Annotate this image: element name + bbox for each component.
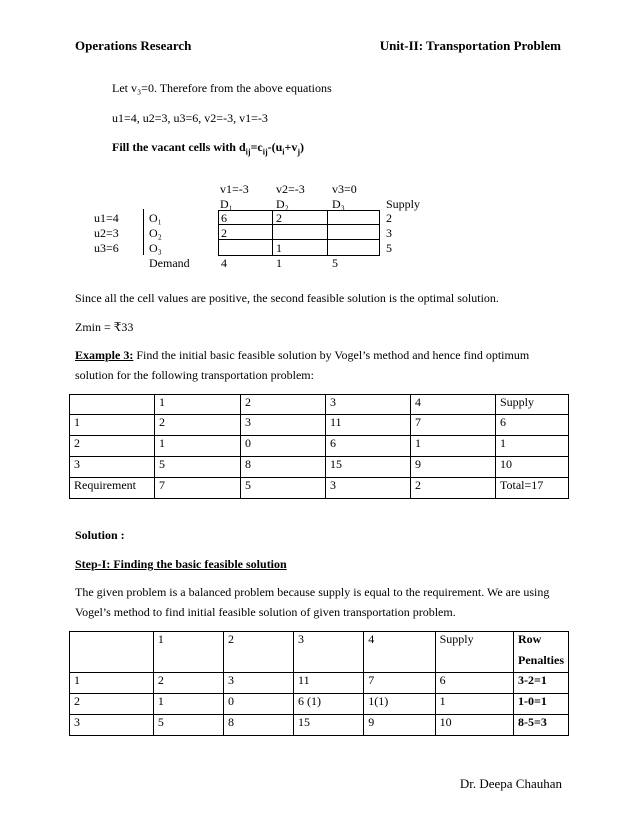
table-row [70,673,569,694]
table-cell: Supply [435,632,513,673]
example-text: Example 3: Find the initial basic feasible solution by Vogel’s method and hence find optimum [75,348,530,362]
table-cell: 15 [326,457,411,478]
table-cell: 4 [411,395,496,415]
u-label: u2=3 [94,226,119,240]
grid-line [272,210,273,255]
supply-label: Supply [386,197,421,211]
table-cell: 9 [364,715,435,736]
dual-cell: 2 [276,211,282,225]
demand-value: 1 [276,256,282,270]
table-row [70,478,569,499]
table-cell: 2 [70,436,155,457]
table-cell: 1 [155,436,241,457]
table-cell: 10 [496,457,569,478]
table-row [70,415,569,436]
table-cell: 7 [364,673,435,694]
supply-value: 3 [386,226,392,240]
table-cell: 0 [241,436,326,457]
problem-table [69,394,569,499]
table-cell: 10 [435,715,513,736]
table-cell: 2 [70,694,154,715]
d-label: D₃ [332,197,345,211]
table-cell: 2 [411,478,496,499]
solution-heading: Solution : [75,528,125,542]
table-cell: 1 [70,673,154,694]
grid-line [218,239,379,240]
table-cell: Total=17 [496,478,569,499]
o-label: O₃ [149,241,162,255]
table-cell: 1 [435,694,513,715]
table-cell: 9 [411,457,496,478]
table-cell: 3 [70,457,155,478]
supply-value: 5 [386,241,392,255]
table-cell: 8 [241,457,326,478]
grid-line [218,224,379,225]
d-label: D₁ [220,197,233,211]
demand-value: 5 [332,256,338,270]
dual-cell: 2 [221,226,227,240]
table-row [70,457,569,478]
table-cell: 1 [155,395,241,415]
dual-cell: 6 [221,211,227,225]
table-cell: 7 [411,415,496,436]
divider [143,209,144,255]
table-cell: 7 [155,478,241,499]
text-line-1: Let v₃=0. Therefore from the above equations [112,81,332,95]
table-cell: 1 [411,436,496,457]
table-cell: 1 [153,632,223,673]
table-cell: 3 [241,415,326,436]
table-cell: 2 [241,395,326,415]
u-label: u1=4 [94,211,119,225]
d-label: D₂ [276,197,289,211]
table-cell: 1 [153,694,223,715]
table-row [70,715,569,736]
table-row [70,436,569,457]
table-cell: 4 [364,632,435,673]
penalties-header: Row Penalties [514,632,569,673]
table-cell: 5 [241,478,326,499]
table-cell: 6 [435,673,513,694]
grid-line [327,210,328,255]
table-cell: 3 [326,395,411,415]
table-header-row [70,632,569,673]
u-label: u3=6 [94,241,119,255]
v-label: v3=0 [332,182,357,196]
zmin-text: Zmin = ₹33 [75,320,134,334]
supply-value: 2 [386,211,392,225]
paragraph-balanced-1: The given problem is a balanced problem because supply is equal to the requirement. We are using [75,585,550,599]
table-cell: 11 [326,415,411,436]
table-cell: 6 [496,415,569,436]
footer-author: Dr. Deepa Chauhan [459,776,562,791]
dual-cell: 1 [276,241,282,255]
header-right: Unit-II: Transportation Problem [379,38,561,53]
table-cell: 15 [294,715,364,736]
demand-label: Demand [149,256,190,270]
table-row [70,694,569,715]
table-cell [70,632,154,673]
table-cell: 2 [155,415,241,436]
table-cell: 1 [496,436,569,457]
table-cell: 1 [70,415,155,436]
fill-heading: Fill the vacant cells with $d_{ij}=c_{ij}-(u_i+v_j)$ [112,140,305,157]
table-cell: 3 [294,632,364,673]
penalty-cell: 8-5=3 [514,715,569,736]
step-heading: Step-I: Finding the basic feasible solution [75,557,287,571]
dual-grid [218,210,380,256]
v-label: v1=-3 [220,182,249,196]
table-cell: 3 [223,673,293,694]
table-header-row [70,395,569,415]
table-cell: 0 [223,694,293,715]
vogel-table [69,631,569,736]
demand-value: 4 [221,256,227,270]
table-cell: 2 [223,632,293,673]
o-label: O₂ [149,226,162,240]
table-cell: 6 (1) [294,694,364,715]
v-label: v2=-3 [276,182,305,196]
table-cell: 3 [326,478,411,499]
penalty-cell: 1-0=1 [514,694,569,715]
paragraph-optimal: Since all the cell values are positive, the second feasible solution is the optimal solution. [75,291,499,305]
table-cell: Supply [496,395,569,415]
table-cell: 5 [153,715,223,736]
table-cell: Requirement [70,478,155,499]
table-cell: 3 [70,715,154,736]
table-cell: 1(1) [364,694,435,715]
paragraph-balanced-2: Vogel’s method to find initial feasible solution of given transportation problem. [75,605,456,619]
header-left: Operations Research [75,38,192,53]
text-line-2: u1=4, u2=3, u3=6, v2=-3, v1=-3 [112,111,268,125]
penalty-cell: 3-2=1 [514,673,569,694]
table-cell: 8 [223,715,293,736]
example-text-2: solution for the following transportation problem: [75,368,314,382]
table-cell: 11 [294,673,364,694]
table-cell: 6 [326,436,411,457]
table-cell [70,395,155,415]
table-cell: 5 [155,457,241,478]
o-label: O₁ [149,211,162,225]
table-cell: 2 [153,673,223,694]
